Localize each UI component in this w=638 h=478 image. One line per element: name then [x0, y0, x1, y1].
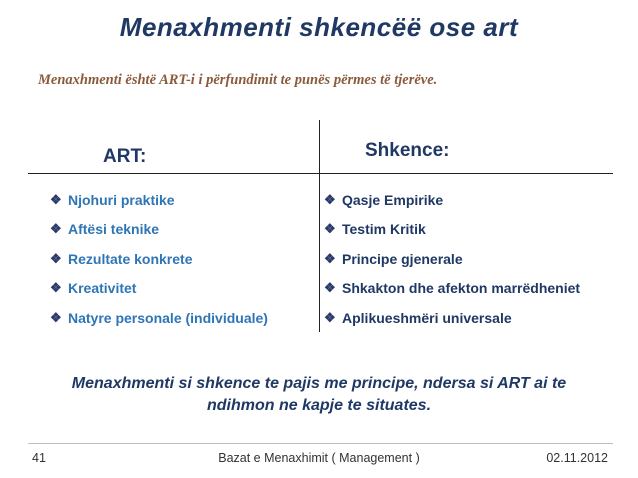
footer-course-title: Bazat e Menaxhimit ( Management ) [218, 451, 420, 465]
diamond-bullet-icon: ❖ [324, 250, 336, 266]
footer-divider [28, 443, 613, 444]
column-divider-horizontal [28, 173, 613, 174]
art-list-item [50, 215, 268, 245]
art-list-item [50, 185, 268, 215]
diamond-bullet-icon: ❖ [324, 221, 336, 237]
summary-note-line: ndihmon ne kapje te situates. [206, 397, 432, 414]
column-divider-vertical [319, 120, 320, 332]
art-list-item [50, 303, 268, 333]
slide-subtitle: Menaxhmenti është ART-i i përfundimit te punës përmes të tjerëve. [38, 72, 438, 88]
diamond-bullet-icon: ❖ [50, 191, 62, 207]
footer-date: 02.11.2012 [546, 451, 608, 465]
art-item-label: Njohuri praktike [68, 191, 175, 208]
slide-title: Menaxhmenti shkencëë ose art [119, 12, 519, 42]
art-list [50, 185, 268, 333]
science-list [324, 185, 580, 333]
science-column-header: Shkence: [365, 140, 450, 161]
science-list-item [324, 274, 580, 304]
science-list-item [324, 303, 580, 333]
art-column-header: ART: [103, 146, 147, 167]
summary-note [0, 373, 638, 417]
science-list-item [324, 244, 580, 274]
diamond-bullet-icon: ❖ [324, 280, 336, 296]
diamond-bullet-icon: ❖ [50, 250, 62, 266]
art-list-item [50, 244, 268, 274]
science-list-item [324, 215, 580, 245]
art-item-label: Aftësi teknike [68, 221, 160, 238]
science-item-label: Principe gjenerale [342, 250, 463, 267]
summary-note-line: Menaxhmenti si shkence te pajis me principe, ndersa si ART ai te [71, 375, 567, 392]
diamond-bullet-icon: ❖ [50, 309, 62, 325]
science-item-label: Testim Kritik [342, 221, 426, 238]
diamond-bullet-icon: ❖ [50, 221, 62, 237]
page-number: 41 [32, 451, 46, 465]
art-item-label: Rezultate konkrete [68, 250, 193, 267]
science-list-item [324, 185, 580, 215]
science-item-label: Aplikueshmëri universale [342, 309, 512, 326]
art-list-item [50, 274, 268, 304]
diamond-bullet-icon: ❖ [50, 280, 62, 296]
art-item-label: Kreativitet [68, 280, 137, 297]
science-item-label: Qasje Empirike [342, 191, 444, 208]
art-item-label: Natyre personale (individuale) [68, 309, 268, 326]
diamond-bullet-icon: ❖ [324, 191, 336, 207]
diamond-bullet-icon: ❖ [324, 309, 336, 325]
science-item-label: Shkakton dhe afekton marrëdheniet [342, 280, 581, 297]
